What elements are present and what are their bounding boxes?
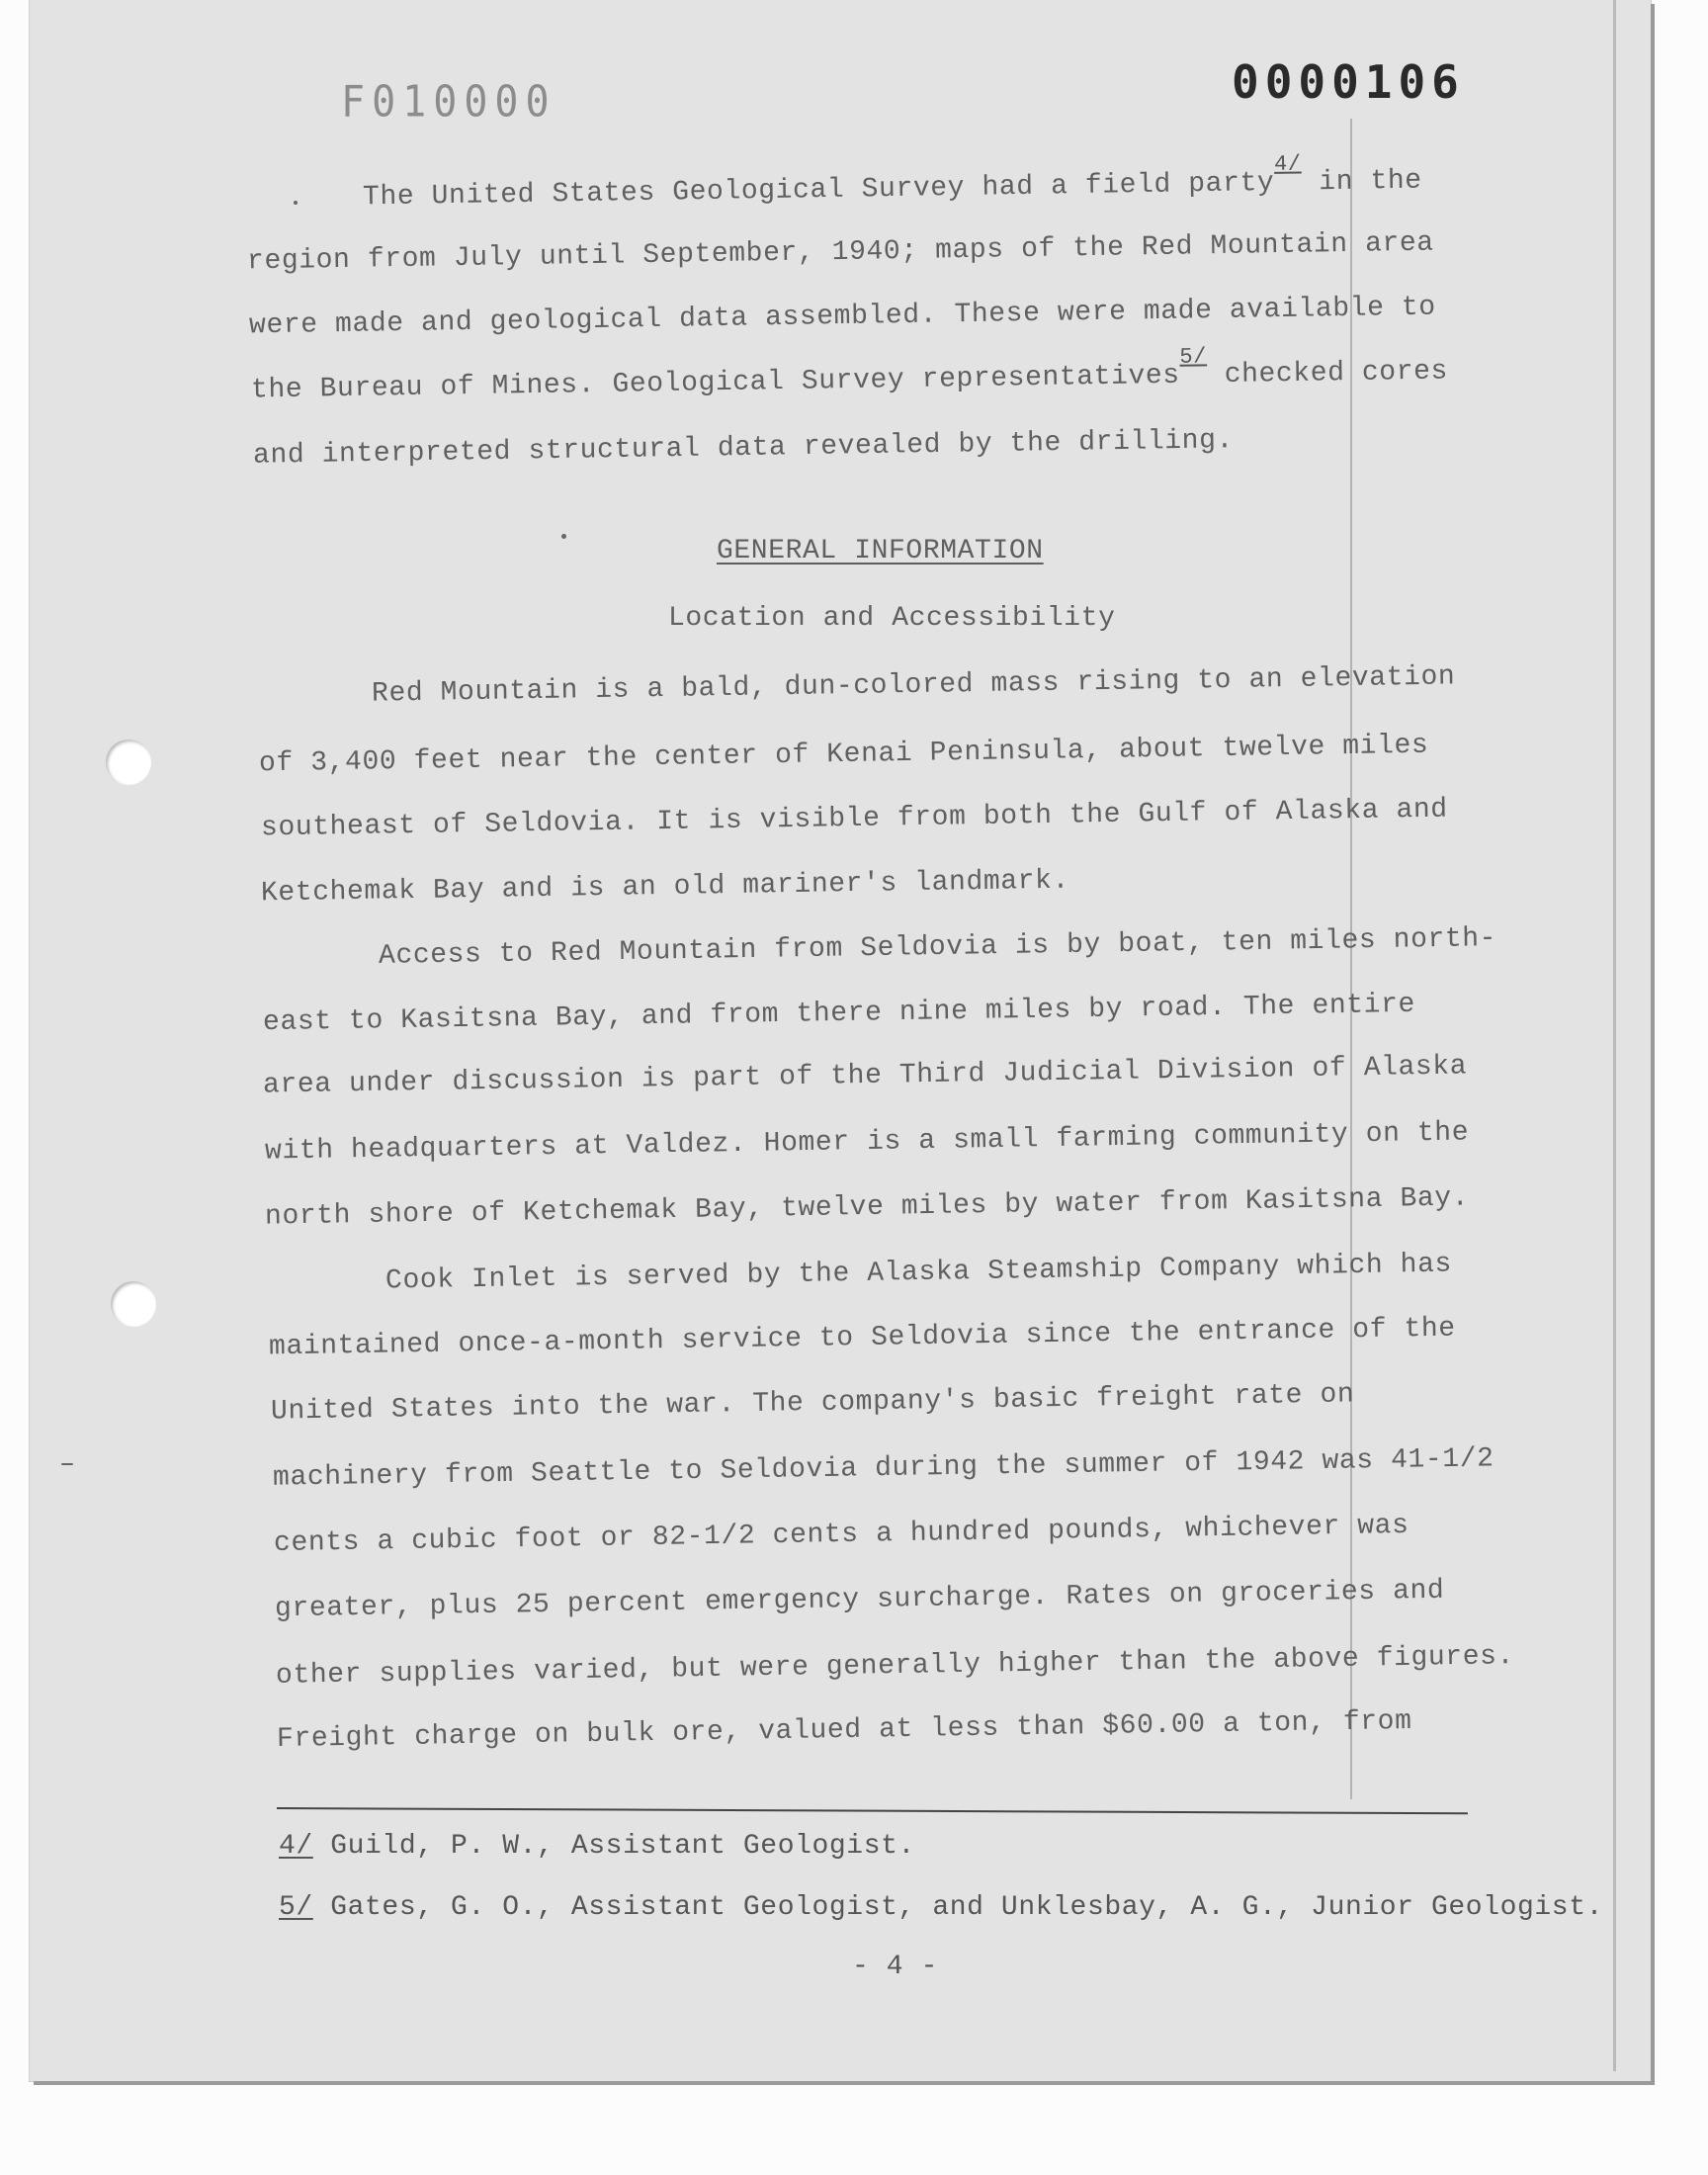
cook-inlet-line-7: other supplies varied, but were generally higher than the above figures. bbox=[275, 1641, 1515, 1692]
intro-line-2: region from July until September, 1940; maps of the Red Mountain area bbox=[246, 227, 1434, 278]
intro-line-1: The United States Geological Survey had a field party$^{4/}$ in the bbox=[362, 151, 1422, 214]
faded-number-stamp: F010000 bbox=[341, 76, 556, 128]
page-number: - 4 - bbox=[852, 1952, 939, 1982]
footnote-marker: 5/ bbox=[279, 1892, 313, 1923]
punch-hole-upper bbox=[106, 740, 151, 785]
footnote-text: Gates, G. O., Assistant Geologist, and Unklesbay, A. G., Junior Geologist. bbox=[330, 1892, 1604, 1923]
cook-inlet-line-1: Cook Inlet is served by the Alaska Steamship Company which has bbox=[384, 1249, 1453, 1297]
red-mountain-line-2: of 3,400 feet near the center of Kenai Peninsula, about twelve miles bbox=[258, 730, 1429, 780]
footnote-text: Guild, P. W., Assistant Geologist. bbox=[330, 1831, 915, 1862]
cook-inlet-line-4: machinery from Seattle to Seldovia during the summer of 1942 was 41-1/2 bbox=[272, 1443, 1494, 1494]
ink-speck bbox=[294, 201, 298, 205]
intro-line-5: and interpreted structural data revealed by the drilling. bbox=[252, 425, 1235, 472]
access-line-3: area under discussion is part of the Third Judicial Division of Alaska bbox=[262, 1051, 1468, 1101]
subsection-heading: Location and Accessibility bbox=[668, 603, 1116, 634]
footnote-marker: 4/ bbox=[279, 1831, 313, 1862]
punch-hole-lower bbox=[111, 1281, 156, 1327]
intro-line-4: the Bureau of Mines. Geological Survey representatives$^{5/}$ checked cores bbox=[250, 344, 1449, 406]
red-mountain-line-4: Ketchemak Bay and is an old mariner's landmark. bbox=[260, 865, 1070, 910]
footnote-ref-5: 5/ bbox=[1179, 344, 1208, 370]
ink-speck bbox=[561, 534, 566, 539]
access-line-2: east to Kasitsna Bay, and from there nine miles by road. The entire bbox=[262, 989, 1416, 1039]
access-line-4: with headquarters at Valdez. Homer is a small farming community on the bbox=[264, 1117, 1470, 1168]
footnote-4 bbox=[279, 1831, 915, 1862]
cook-inlet-line-3: United States into the war. The company's basic freight rate on bbox=[270, 1379, 1355, 1428]
access-line-5: north shore of Ketchemak Bay, twelve miles by water from Kasitsna Bay. bbox=[264, 1182, 1470, 1233]
cook-inlet-line-8: Freight charge on bulk ore, valued at less than $60.00 a ton, from bbox=[276, 1705, 1412, 1756]
footnote-5 bbox=[279, 1892, 1603, 1923]
cook-inlet-line-6: greater, plus 25 percent emergency surcharge. Rates on groceries and bbox=[274, 1575, 1445, 1625]
document-number-stamp: 0000106 bbox=[1232, 55, 1465, 109]
intro-line-3: were made and geological data assembled. These were made available to bbox=[248, 292, 1436, 342]
red-mountain-line-1: Red Mountain is a bald, dun-colored mass rising to an elevation bbox=[371, 661, 1456, 710]
page-edge bbox=[1613, 0, 1616, 2071]
section-heading: GENERAL INFORMATION bbox=[717, 536, 1044, 566]
cook-inlet-line-2: maintained once-a-month service to Seldovia since the entrance of the bbox=[268, 1313, 1456, 1363]
footnote-ref-4: 4/ bbox=[1273, 151, 1302, 177]
red-mountain-line-3: southeast of Seldovia. It is visible from both the Gulf of Alaska and bbox=[260, 794, 1448, 844]
cook-inlet-line-5: cents a cubic foot or 82-1/2 cents a hundred pounds, whichever was bbox=[273, 1510, 1409, 1560]
ink-speck bbox=[61, 1463, 73, 1465]
access-line-1: Access to Red Mountain from Seldovia is by boat, ten miles north- bbox=[378, 923, 1497, 972]
